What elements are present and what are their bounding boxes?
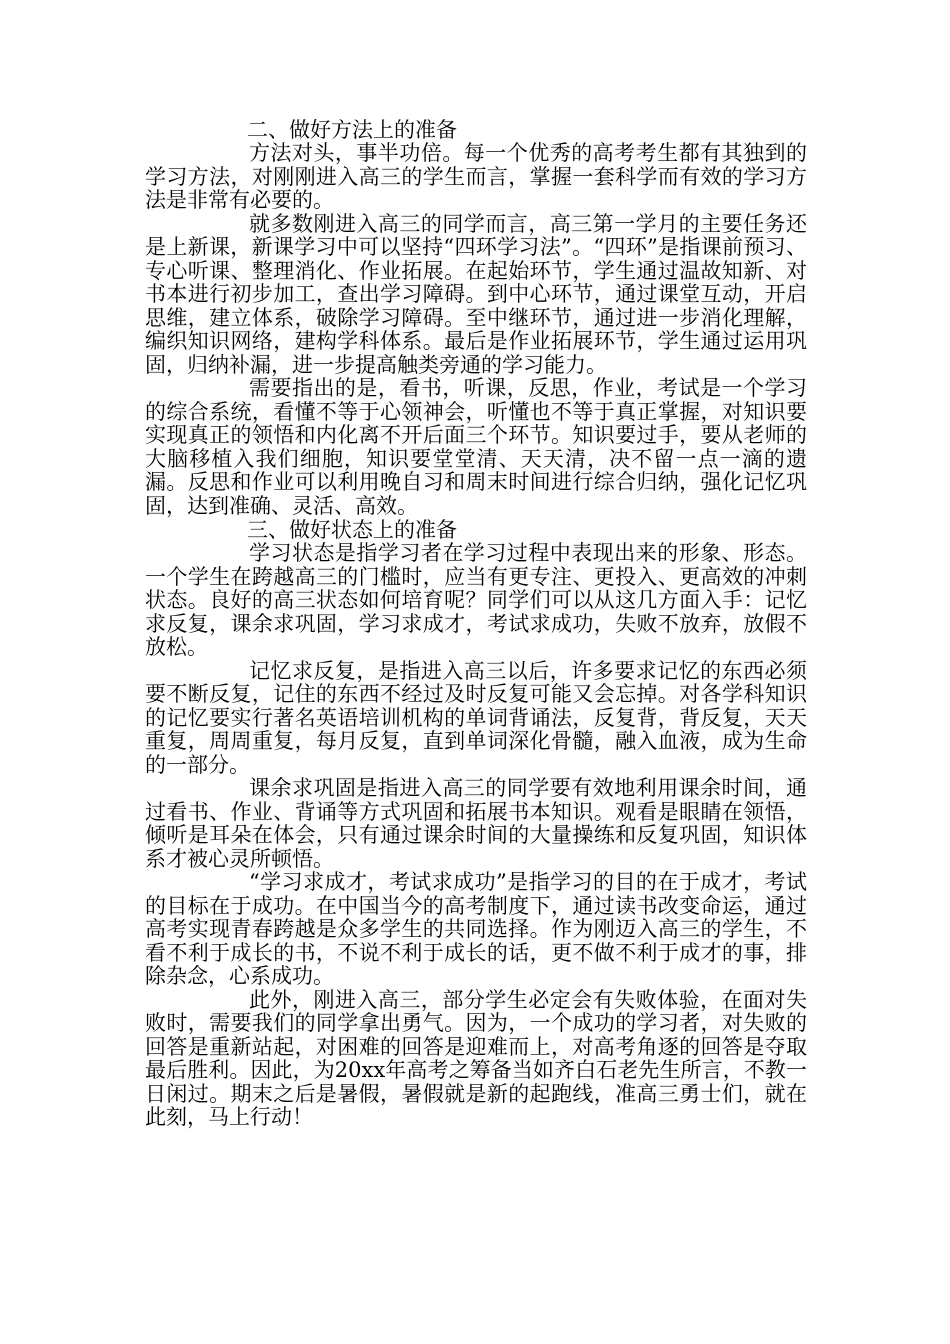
paragraph: 学习状态是指学习者在学习过程中表现出来的形象、形态。一个学生在跨越高三的门槛时，应当有更专注、更投入、更高效的冲刺状态。良好的高三状态如何培育呢？同学们可以从这几方面入手：记忆求反复，课余求巩固，学习求成才，考试求成功，失败不放弃，放假不放松。 [145, 541, 807, 659]
section-method [145, 118, 807, 518]
paragraph: “学习求成才，考试求成功”是指学习的目的在于成才，考试的目标在于成功。在中国当今的高考制度下，通过读书改变命运，通过高考实现青春跨越是众多学生的共同选择。作为刚迈入高三的学生，不看不利于成长的书，不说不利于成长的话，更不做不利于成才的事，排除杂念，心系成功。 [145, 870, 807, 988]
section-state [145, 518, 807, 1130]
paragraph: 记忆求反复，是指进入高三以后，许多要求记忆的东西必须要不断反复，记住的东西不经过及时反复可能又会忘掉。对各学科知识的记忆要实行著名英语培训机构的单词背诵法，反复背，背反复，天天重复，周周重复，每月反复，直到单词深化骨髓，融入血液，成为生命的一部分。 [145, 658, 807, 777]
section-heading-state: 三、做好状态上的准备 [247, 518, 457, 542]
paragraph: 方法对头，事半功倍。每一个优秀的高考考生都有其独到的学习方法，对刚刚进入高三的学生而言，掌握一套科学而有效的学习方法是非常有必要的。 [145, 141, 807, 212]
paragraph: 课余求巩固是指进入高三的同学要有效地利用课余时间，通过看书、作业、背诵等方式巩固和拓展书本知识。观看是眼睛在领悟，倾听是耳朵在体会，只有通过课余时间的大量操练和反复巩固，知识体系才被心灵所顿悟。 [145, 776, 807, 871]
paragraph: 需要指出的是，看书，听课，反思，作业，考试是一个学习的综合系统，看懂不等于心领神会，听懂也不等于真正掌握，对知识要实现真正的领悟和内化离不开后面三个环节。知识要过手，要从老师的大脑移植入我们细胞，知识要堂堂清、天天清，决不留一点一滴的遗漏。反思和作业可以利用晚自习和周末时间进行综合归纳，强化记忆巩固，达到准确、灵活、高效。 [145, 376, 807, 518]
paragraph: 就多数刚进入高三的同学而言，高三第一学月的主要任务还是上新课，新课学习中可以坚持“四环学习法”。“四环”是指课前预习、专心听课、整理消化、作业拓展。在起始环节，学生通过温故知新、对书本进行初步加工，查出学习障碍。到中心环节，通过课堂互动，开启思维，建立体系，破除学习障碍。至中继环节，通过进一步消化理解，编织知识网络，建构学科体系。最后是作业拓展环节，学生通过运用巩固，归纳补漏，进一步提高触类旁通的学习能力。 [145, 211, 807, 377]
document-page [145, 118, 807, 1130]
paragraph: 此外，刚进入高三，部分学生必定会有失败体验，在面对失败时，需要我们的同学拿出勇气。因为，一个成功的学习者，对失败的回答是重新站起，对困难的回答是迎难而上，对高考角逐的回答是夺取最后胜利。因此，为20xx年高考之筹备当如齐白石老先生所言，不教一日闲过。期末之后是暑假，暑假就是新的起跑线，准高三勇士们，就在此刻，马上行动！ [145, 987, 807, 1129]
section-heading-method: 二、做好方法上的准备 [247, 118, 457, 142]
